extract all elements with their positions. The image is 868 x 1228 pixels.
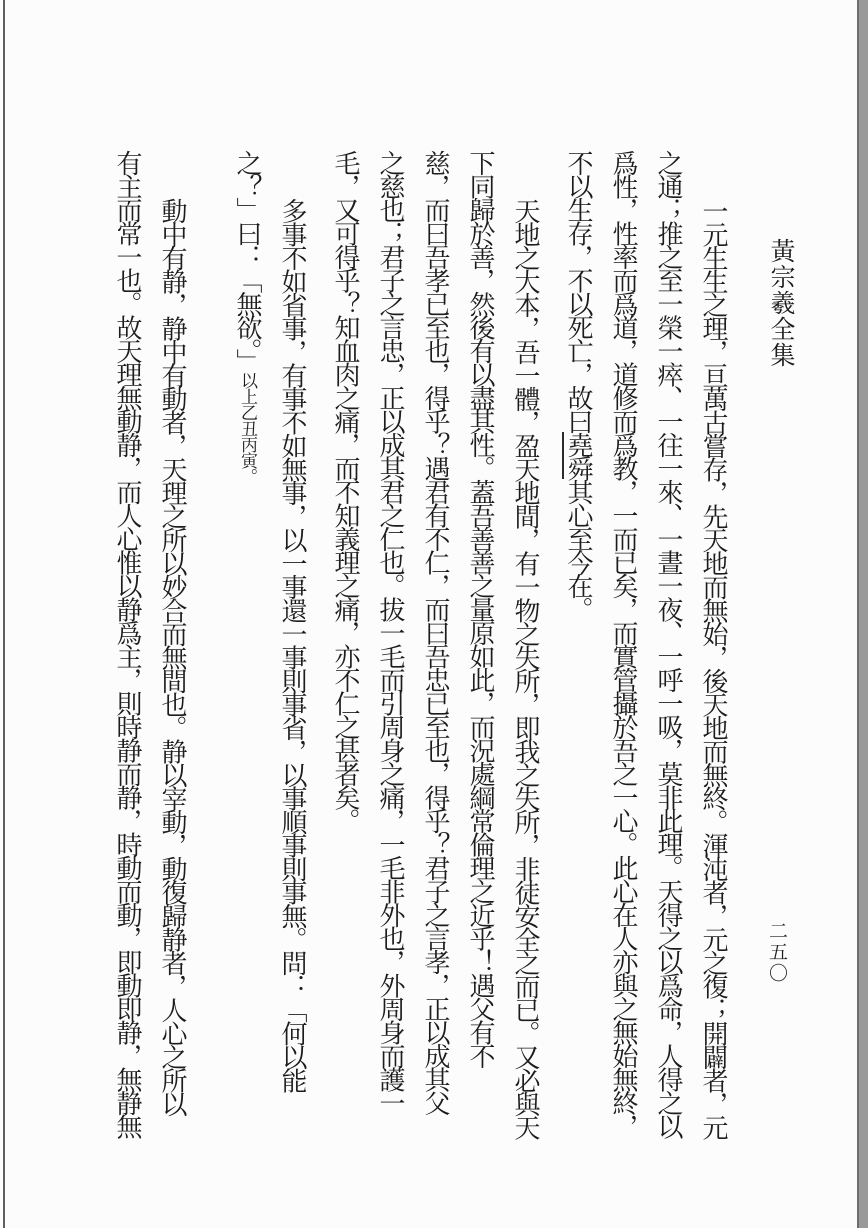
text-column: 之慈也；君子之言忠，正以成其君之仁也。拔一毛而引周身之痛，一毛非外也，外周身而護一	[376, 150, 405, 1114]
text-column: 多事不如省事，有事不如無事，以一事還一事則事省，以事順事則事無。問：「何以能	[278, 198, 307, 1091]
text-column	[556, 150, 601, 1160]
text-column	[225, 150, 270, 1160]
proper-noun-yao-shun: 堯舜	[564, 432, 593, 479]
text-column: 慈，而曰吾孝已至也，得乎？遇君有不仁，而曰吾忠已至也，得乎？君子之言孝，正以成其父	[421, 150, 450, 1114]
scan-edge-line	[3, 0, 5, 1228]
text-column: 動中有静，静中有動者，天理之所以妙合而無間也。静以宰動，動復歸静者，人心之所以	[158, 198, 187, 1115]
text-run: 不以生存，不以死亡，故曰	[564, 150, 593, 432]
text-column: 下同歸於善，然後有以盡其性。蓋吾善善之量原如此，而況處綱常倫理之近乎！遇父有不	[466, 150, 495, 1067]
text-run: 其心至今在。	[564, 479, 593, 620]
text-column: 一元生生之理，亘萬古嘗存，先天地而無始，後天地而無終。渾沌者，元之復；開闢者，元	[699, 198, 728, 1138]
text-column: 毛，又可得乎？知血肉之痛，而不知義理之痛，亦不仁之甚者矣。	[331, 150, 360, 832]
main-text-block	[96, 150, 736, 1160]
text-column: 有主而常一也。故天理無動静，而人心惟以静爲主，則時静而静，時動而動，即動即静，無静無	[113, 150, 142, 1137]
text-column: 天地之大本，吾一體，盈天地間，有一物之失所，即我之失所，非徒安全之而已。又必與天	[511, 198, 540, 1138]
text-run: 之？」曰：「無欲。」	[233, 150, 262, 372]
text-column: 爲性，性率而爲道，道修而爲教，一而已矣，而實管攝於吾之一心。此心在人亦與之無始無終，	[609, 150, 638, 1137]
editorial-date-note: 以上乙丑丙寅。	[238, 372, 257, 484]
scanner-edge-band	[857, 0, 868, 1228]
text-column: 之通；推之至一榮一瘁、一往一來、一晝一夜、一呼一吸，莫非此理。天得之以爲命，人得之以	[654, 150, 683, 1137]
page-number: 二五〇	[766, 921, 787, 984]
book-title-running-head: 黃宗羲全集	[767, 238, 794, 368]
